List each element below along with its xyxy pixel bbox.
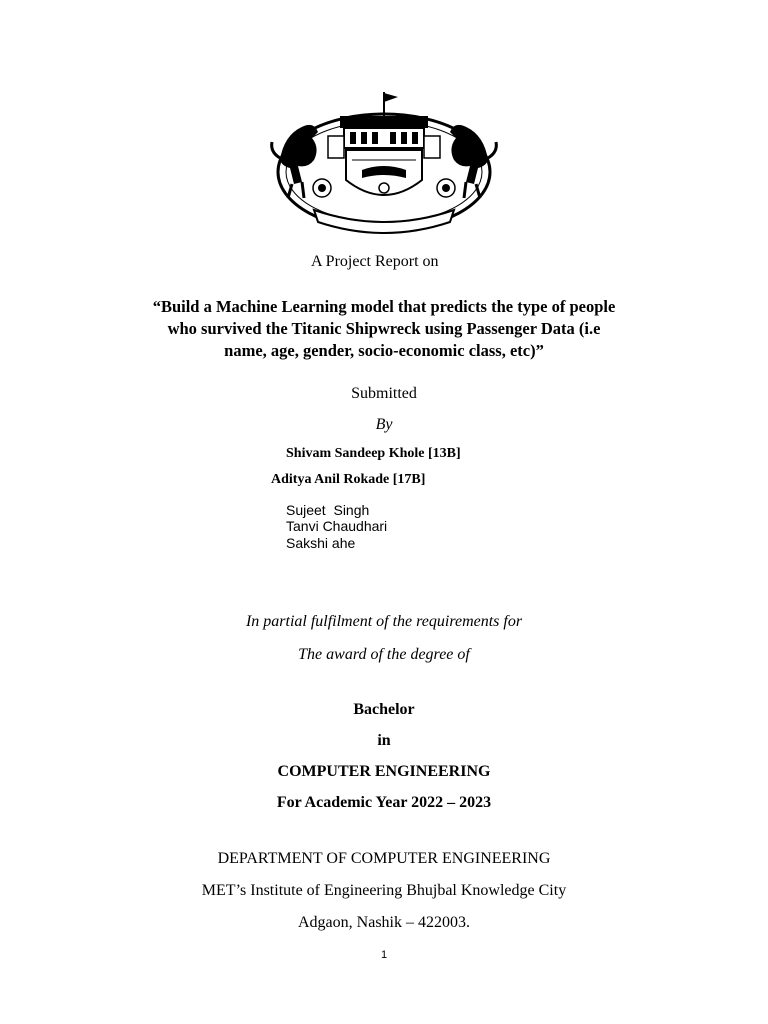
team-member-3: Sujeet Singh [286, 502, 370, 518]
project-title [140, 296, 628, 362]
university-emblem-icon [258, 88, 510, 238]
report-intro-text: A Project Report on [311, 253, 439, 270]
team-member-4: Tanvi Chaudhari [286, 518, 388, 534]
submitted-label: Submitted [351, 385, 417, 402]
degree-in-text: in [377, 732, 391, 749]
branch-name: COMPUTER ENGINEERING [277, 763, 491, 780]
title-line-1: “Build a Machine Learning model that predicts the type of people [152, 297, 616, 316]
team-member-1: Shivam Sandeep Khole [13B] [286, 446, 461, 461]
page-number: 1 [380, 949, 388, 961]
institute-address: Adgaon, Nashik – 422003. [298, 914, 470, 931]
department-name: DEPARTMENT OF COMPUTER ENGINEERING [217, 850, 551, 867]
degree-name: Bachelor [353, 701, 415, 718]
title-line-3: name, age, gender, socio-economic class, etc)” [224, 341, 544, 360]
team-member-2: Aditya Anil Rokade [17B] [271, 472, 426, 487]
title-line-2: who survived the Titanic Shipwreck using Passenger Data (i.e [167, 319, 601, 338]
fulfilment-text: In partial fulfilment of the requirements for [245, 613, 523, 630]
academic-year: For Academic Year 2022 – 2023 [276, 794, 492, 811]
team-member-5: Sakshi ahe [286, 535, 356, 551]
award-text: The award of the degree of [298, 646, 470, 663]
institute-name: MET’s Institute of Engineering Bhujbal Knowledge City [201, 882, 567, 899]
by-label: By [375, 416, 393, 433]
